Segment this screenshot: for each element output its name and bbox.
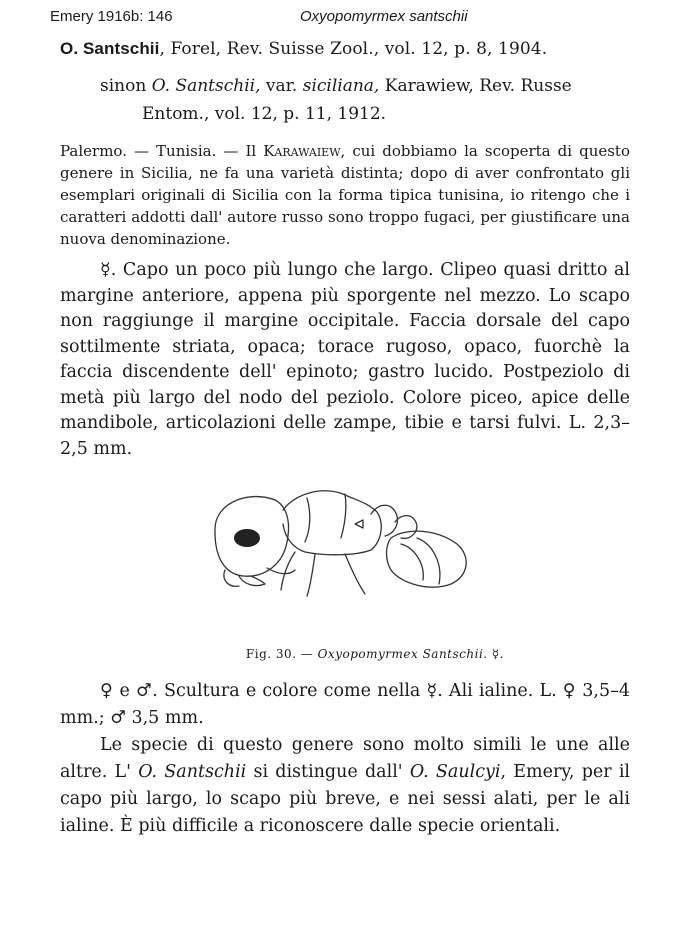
reference-label: Emery 1916b: 146 xyxy=(50,8,173,25)
synonymy-line xyxy=(60,36,630,62)
figure-caption xyxy=(60,646,630,662)
synonym-citation-cont: Entom., vol. 12, p. 11, 1912. xyxy=(142,104,387,124)
taxon-citation: , Forel, Rev. Suisse Zool., vol. 12, p. 8, 1904. xyxy=(159,39,548,59)
synonym-name: O. Santschii, xyxy=(151,76,261,96)
female-symbol: ♀ xyxy=(100,681,114,701)
note-author: Karawaiew xyxy=(263,142,341,160)
synonym-entry xyxy=(60,72,630,128)
worker-symbol: ☿ xyxy=(100,260,111,280)
worker-description-text: . Capo un poco più lungo che largo. Clipeo quasi dritto al margine anteriore, appena più sporgente nel mezzo. Lo scapo non raggiunge il margine occipitale. Faccia dorsale del capo sottilmente striata, opaca; torace rugoso, opaco, fuorchè la faccia discendente dell' epinoto; gastro lucido. Postpeziolo di metà più largo del nodo del peziolo. Colore piceo, apice delle mandibole, articolazioni delle zampe, tibie e tarsi fulvi. L. 2,3–2,5 mm. xyxy=(60,260,630,459)
figure xyxy=(60,472,630,642)
comparison-text-c: , Emery, per il capo più largo, lo scapo più breve, e nei sessi alati, per le ali ialine. È più difficile a riconoscere dalle specie orientali. xyxy=(60,762,631,836)
figure-species: Oxyopomyrmex Santschii xyxy=(317,647,484,661)
sexes-paragraph xyxy=(60,678,630,732)
note-text-b: , cui dobbiamo la scoperta di questo genere in Sicilia, ne fa una varietà distinta; dopo di aver confrontato gli esemplari originali di Sicilia con la forma tipica tunisina, io ritengo che i caratteri addotti dall' autore russo sono troppo fugaci, per giustificare una nuova denominazione. xyxy=(60,142,630,248)
and-word: e xyxy=(113,681,136,701)
synonym-citation: Karawiew, Rev. Russe xyxy=(379,76,572,96)
comparison-name-1: O. Santschii xyxy=(138,762,247,782)
ant-eye xyxy=(234,529,260,547)
worker-description xyxy=(60,258,630,462)
page-header xyxy=(50,8,671,30)
sexes-text-1: . Scultura e colore come nella xyxy=(152,681,427,701)
male-size: 3,5 mm. xyxy=(125,708,204,728)
note-text-a: Palermo. — Tunisia. — Il xyxy=(60,142,264,160)
synonym-varname: siciliana, xyxy=(302,76,380,96)
female-symbol-2: ♀ xyxy=(562,681,577,701)
document-body xyxy=(60,36,630,840)
figure-symbol: . ☿. xyxy=(483,647,505,661)
synonym-prefix: sinon xyxy=(100,76,152,96)
taxon-name: O. Santschii xyxy=(60,39,160,58)
ant-illustration xyxy=(195,472,475,622)
taxonomic-note xyxy=(60,140,630,250)
synonym-var: var. xyxy=(260,76,303,96)
comparison-text-a: Le specie di questo genere sono molto simili le une alle altre. L' xyxy=(60,735,630,782)
male-symbol: ♂ xyxy=(136,681,153,701)
sexes-text-2: . Ali ialine. L. xyxy=(437,681,563,701)
comparison-text-b: si distingue dall' xyxy=(246,762,410,782)
worker-symbol-2: ☿ xyxy=(426,681,438,701)
female-size: 3,5–4 mm.; xyxy=(60,681,630,728)
male-symbol-2: ♂ xyxy=(110,708,126,728)
comparison-paragraph xyxy=(60,732,630,840)
comparison-name-2: O. Saulcyi xyxy=(409,762,501,782)
species-header: Oxyopomyrmex santschii xyxy=(300,8,468,25)
figure-label: Fig. 30. — xyxy=(245,647,318,661)
